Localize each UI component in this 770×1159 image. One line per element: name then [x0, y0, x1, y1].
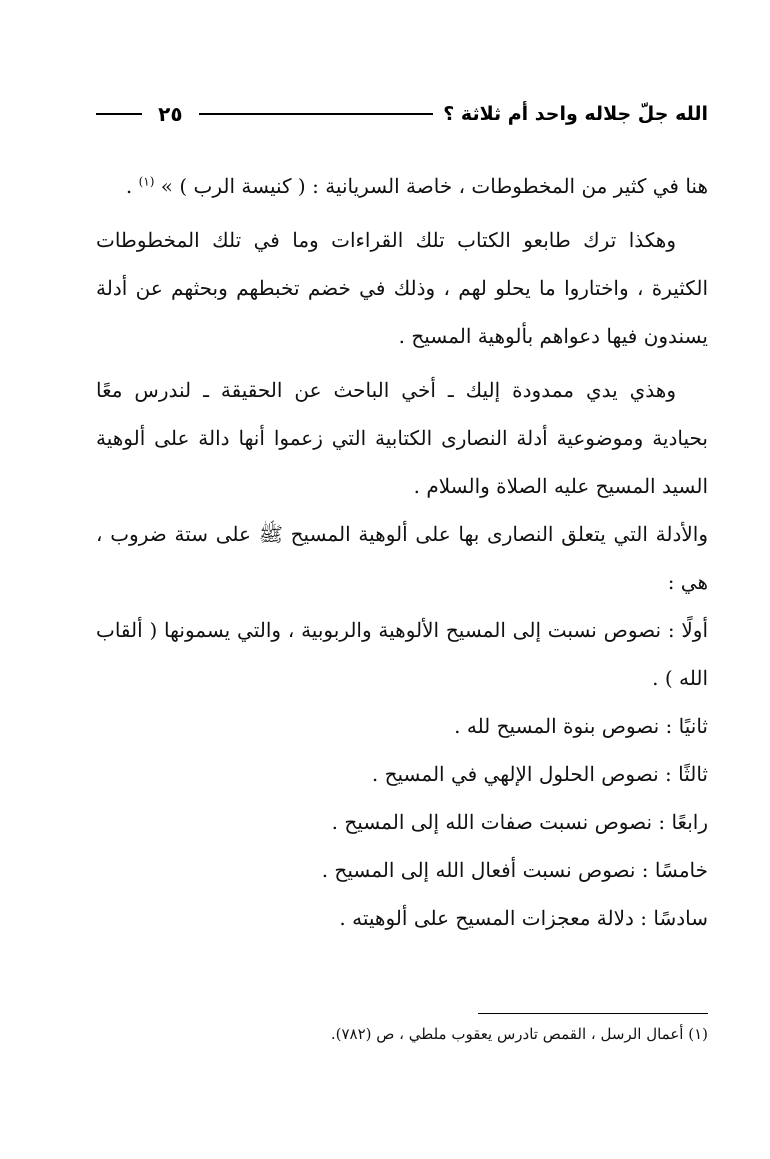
list-item: رابعًا : نصوص نسبت صفات الله إلى المسيح . [331, 810, 708, 834]
list-item: سادسًا : دلالة معجزات المسيح على ألوهيته . [339, 906, 708, 930]
paragraph-3: وهذي يدي ممدودة إليك ـ أخي الباحث عن الحقيقة ـ لندرس معًا بحيادية وموضوعية أدلة النصارى الكتابية التي زعموا أنها دالة على ألوهية السيد المسيح عليه الصلاة والسلام . [96, 378, 708, 498]
paragraph-4: والأدلة التي يتعلق النصارى بها على ألوهية المسيح ﷺ على ستة ضروب ، هي : [96, 522, 708, 594]
running-title: الله جلّ جلاله واحد أم ثلاثة ؟ [443, 103, 708, 125]
paragraph-2: وهكذا ترك طابعو الكتاب تلك القراءات وما في تلك المخطوطات الكثيرة ، واختاروا ما يحلو لهم ، وذلك في خضم تخبطهم وبحثهم عن أدلة يسندون فيها دعواهم بألوهية المسيح . [96, 228, 708, 348]
footnote-separator [478, 1013, 708, 1014]
footnote-reference[interactable]: (١) [138, 174, 155, 189]
list-item: أولًا : نصوص نسبت إلى المسيح الألوهية والربوبية ، والتي يسمونها ( ألقاب الله ) . [96, 618, 708, 690]
list-item: خامسًا : نصوص نسبت أفعال الله إلى المسيح . [321, 858, 708, 882]
paragraph-1-text: هنا في كثير من المخطوطات ، خاصة السريانية : ( كنيسة الرب ) » [160, 174, 708, 198]
page-number: ٢٥ [158, 102, 183, 126]
paragraph-1 [96, 162, 708, 210]
header-rule-short [96, 113, 142, 115]
running-header [96, 98, 708, 130]
body-text [96, 162, 708, 942]
header-rule [199, 113, 434, 115]
footnote: (١) أعمال الرسل ، القمص تادرس يعقوب ملطي ، ص (٧٨٢). [330, 1025, 708, 1043]
paragraph-1-end: . [125, 174, 133, 198]
list-item: ثانيًا : نصوص بنوة المسيح لله . [454, 714, 708, 738]
list-item: ثالثًا : نصوص الحلول الإلهي في المسيح . [371, 762, 708, 786]
